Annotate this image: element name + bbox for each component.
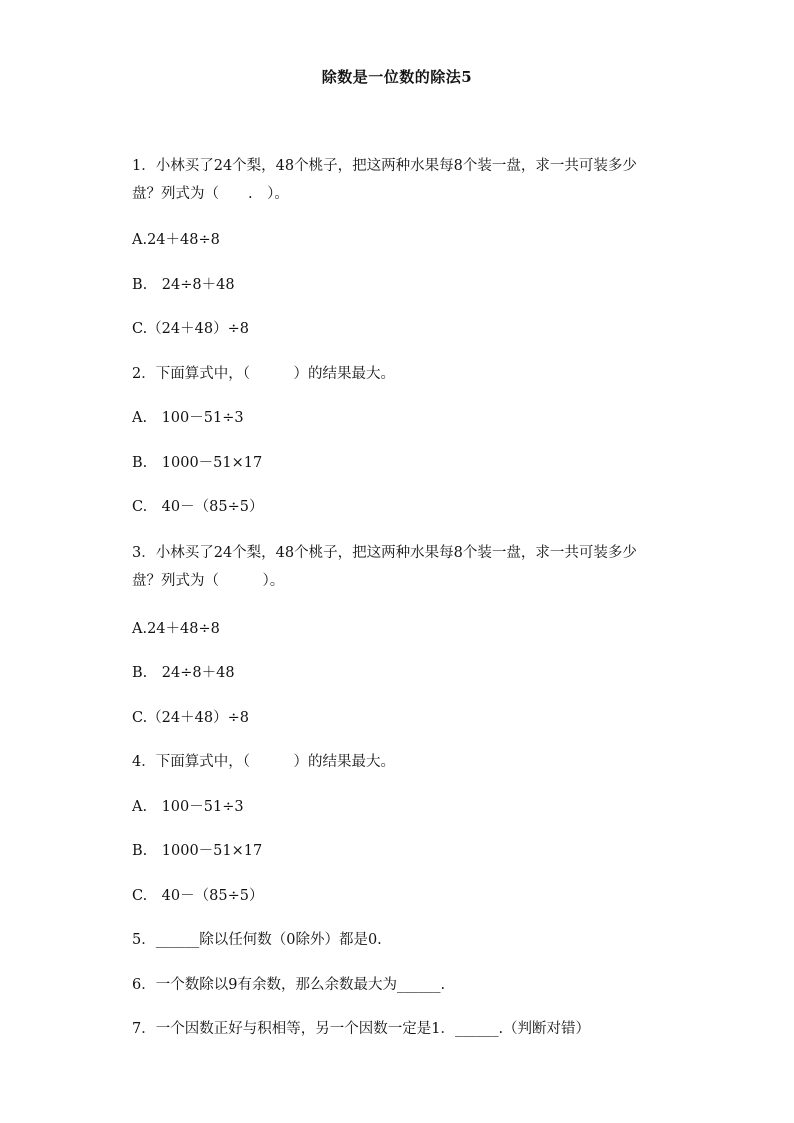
question-4-stem: 4．下面算式中，（ ）的结果最大。 [132, 754, 395, 770]
question-1-option-a: A.24＋48÷8 [132, 232, 220, 248]
question-5-stem: 5．______除以任何数（0除外）都是0. [132, 932, 382, 948]
document-title: 除数是一位数的除法5 [321, 68, 473, 86]
question-4-option-b: B. 1000－51×17 [132, 843, 263, 859]
question-1-stem: 1．小林买了24个梨，48个桃子，把这两种水果每8个装一盘，求一共可装多少盘？列式为（ . ）。 [132, 158, 637, 202]
question-2-option-a: A. 100－51÷3 [132, 410, 244, 426]
question-6-stem: 6．一个数除以9有余数，那么余数最大为______. [132, 977, 446, 993]
question-3-stem: 3．小林买了24个梨，48个桃子，把这两种水果每8个装一盘，求一共可装多少盘？列式为（ ）。 [132, 545, 637, 589]
question-1-option-b: B. 24÷8＋48 [132, 277, 235, 293]
question-4-option-c: C. 40－（85÷5） [132, 888, 264, 904]
question-4-option-a: A. 100－51÷3 [132, 799, 244, 815]
question-2-stem: 2．下面算式中，（ ）的结果最大。 [132, 366, 395, 382]
question-3-option-c: C.（24＋48）÷8 [132, 710, 249, 726]
question-2-option-b: B. 1000－51×17 [132, 455, 263, 471]
question-3-option-b: B. 24÷8＋48 [132, 665, 235, 681]
question-1-option-c: C.（24＋48）÷8 [132, 321, 249, 337]
question-7-stem: 7．一个因数正好与积相等，另一个因数一定是1．______.（判断对错） [132, 1021, 591, 1037]
question-2-option-c: C. 40－（85÷5） [132, 499, 264, 515]
question-3-option-a: A.24＋48÷8 [132, 621, 220, 637]
